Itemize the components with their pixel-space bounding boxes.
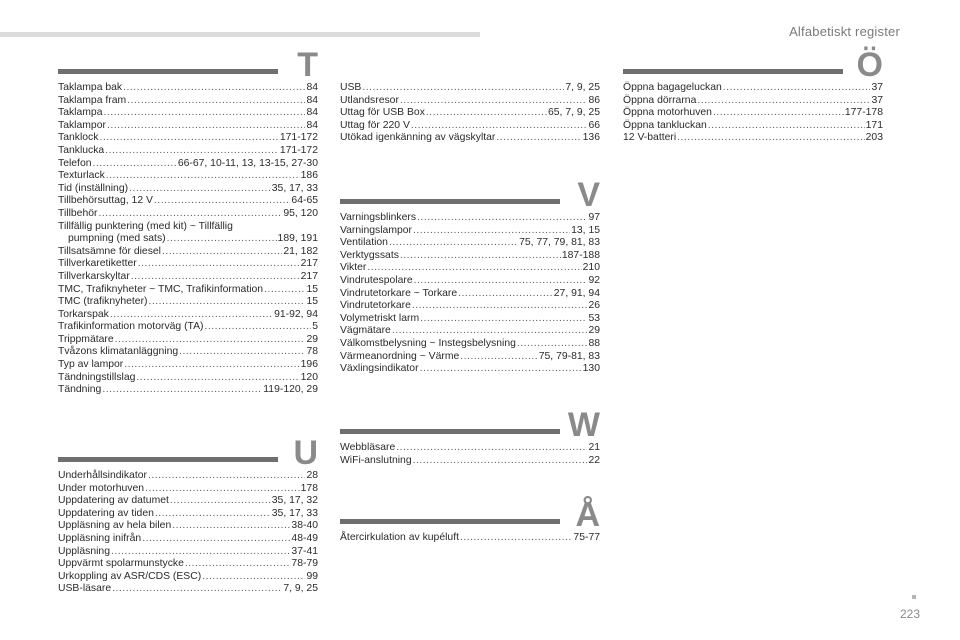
- entry-term: Tillfällig punktering (med kit) ~ Tillfällig: [58, 220, 233, 232]
- index-entry: [58, 520, 318, 533]
- index-list: [623, 82, 883, 145]
- entry-term: Tillbehörsuttag, 12 V: [58, 195, 153, 207]
- entry-pages: 37-41: [291, 545, 318, 557]
- dot-leader: [414, 275, 588, 288]
- dot-leader: [426, 107, 547, 120]
- dot-leader: [400, 250, 561, 263]
- entry-pages: 217: [300, 258, 318, 270]
- entry-pages: 120: [300, 371, 318, 383]
- dot-leader: [202, 571, 305, 584]
- entry-term: Uppläsning inifrån: [58, 532, 142, 544]
- index-entry: [58, 372, 318, 385]
- section-letter: W: [567, 406, 600, 444]
- entry-term: Tändning: [58, 384, 102, 396]
- entry-term: Taklampa bak: [58, 82, 123, 93]
- page-header-title: Alfabetiskt register: [789, 24, 900, 39]
- index-entry: [340, 338, 600, 351]
- index-entry: [623, 132, 883, 145]
- section-letter: V: [577, 176, 600, 214]
- entry-pages: 29: [306, 333, 318, 345]
- entry-pages: 196: [300, 359, 318, 371]
- index-entry: [340, 532, 600, 545]
- index-entry: [58, 246, 318, 259]
- entry-pages: 75-77: [573, 532, 600, 543]
- dot-leader: [460, 532, 572, 545]
- index-entry: [58, 583, 318, 596]
- entry-pages: 37: [871, 82, 883, 93]
- section-t: [58, 46, 318, 397]
- dot-leader: [420, 363, 582, 376]
- entry-term: Tvåzons klimatanläggning: [58, 346, 179, 358]
- entry-pages: 84: [306, 82, 318, 93]
- entry-term: Öppna tankluckan: [623, 119, 707, 131]
- entry-pages: 217: [300, 270, 318, 282]
- index-list: [340, 212, 600, 376]
- index-entry: [58, 296, 318, 309]
- entry-pages: 29: [588, 325, 600, 337]
- index-entry: [340, 300, 600, 313]
- dot-leader: [264, 284, 305, 297]
- entry-term: Trafikinformation motorväg (TA): [58, 321, 204, 333]
- entry-term: Öppna motorhuven: [623, 107, 712, 119]
- entry-term: Värmeanordning ~ Värme: [340, 350, 460, 362]
- entry-pages: 92: [588, 274, 600, 286]
- dot-leader: [102, 384, 262, 397]
- dot-leader: [362, 82, 564, 95]
- entry-term: Öppna dörrarna: [623, 94, 697, 106]
- index-entry: [58, 120, 318, 133]
- index-entry: [58, 170, 318, 183]
- dot-leader: [131, 271, 300, 284]
- index-entry: [340, 132, 600, 145]
- index-entry: [58, 309, 318, 322]
- entry-term: Ventilation: [340, 237, 388, 249]
- entry-pages: 27, 91, 94: [553, 287, 600, 299]
- entry-pages: 119-120, 29: [263, 384, 318, 396]
- entry-pages: 171-172: [279, 132, 318, 144]
- index-entry: [58, 183, 318, 196]
- index-entry: [58, 533, 318, 546]
- entry-term: Vägmätare: [340, 325, 391, 337]
- entry-term: TMC (trafiknyheter): [58, 296, 148, 308]
- entry-term: Utökad igenkänning av vägskyltar: [340, 132, 496, 144]
- entry-term: Uppläsning: [58, 545, 110, 557]
- index-entry: [58, 546, 318, 559]
- entry-term: pumpning (med sats): [68, 233, 166, 245]
- dot-leader: [420, 313, 587, 326]
- dot-leader: [460, 351, 537, 364]
- index-entry: [58, 384, 318, 397]
- index-entry: [340, 313, 600, 326]
- section-aa: [340, 496, 600, 545]
- index-entry: [340, 288, 600, 301]
- section-rule: [623, 69, 843, 74]
- entry-pages: 21: [588, 442, 600, 453]
- entry-pages: 65, 7, 9, 25: [548, 107, 600, 119]
- index-entry: [340, 455, 600, 468]
- entry-pages: 66-67, 10-11, 13, 13-15, 27-30: [177, 157, 318, 169]
- index-entry: [58, 571, 318, 584]
- section-heading: [340, 176, 600, 214]
- entry-term: Vindrutespolare: [340, 274, 413, 286]
- index-entry: [58, 95, 318, 108]
- dot-leader: [154, 195, 291, 208]
- dot-leader: [105, 145, 279, 158]
- index-entry: [58, 334, 318, 347]
- entry-pages: 86: [588, 94, 600, 106]
- dot-leader: [389, 237, 518, 250]
- section-letter: Å: [575, 496, 600, 534]
- dot-leader: [129, 183, 271, 196]
- entry-pages: 35, 17, 32: [271, 495, 318, 507]
- entry-term: Volymetriskt larm: [340, 312, 420, 324]
- index-entry: [58, 258, 318, 271]
- index-entry: [623, 120, 883, 133]
- entry-term: Verktygssats: [340, 249, 399, 261]
- index-entry: [340, 325, 600, 338]
- index-entry: [340, 351, 600, 364]
- dot-leader: [148, 470, 305, 483]
- entry-pages: 99: [306, 570, 318, 582]
- entry-pages: 171-172: [279, 144, 318, 156]
- dot-leader: [106, 170, 300, 183]
- section-rule: [58, 69, 278, 74]
- entry-pages: 78: [306, 346, 318, 358]
- entry-term: Tanklucka: [58, 144, 105, 156]
- section-letter: U: [293, 434, 318, 472]
- index-entry: [58, 271, 318, 284]
- entry-term: Taklampa fram: [58, 94, 127, 106]
- entry-pages: 35, 17, 33: [271, 182, 318, 194]
- dot-leader: [400, 95, 588, 108]
- dot-leader: [723, 82, 871, 95]
- page-number: 223: [899, 607, 920, 621]
- entry-pages: 177-178: [844, 107, 883, 119]
- entry-term: Tanklock: [58, 132, 99, 144]
- entry-term: Tid (inställning): [58, 182, 129, 194]
- entry-pages: 7, 9, 25: [565, 82, 600, 93]
- dot-leader: [142, 533, 290, 546]
- index-entry: [58, 158, 318, 171]
- entry-pages: 178: [300, 482, 318, 494]
- index-entry: [58, 233, 318, 246]
- section-heading: [58, 46, 318, 84]
- index-entry: [58, 508, 318, 521]
- entry-pages: 95, 120: [283, 207, 318, 219]
- section-u: [58, 434, 318, 596]
- index-entry: [623, 107, 883, 120]
- index-entry: [340, 120, 600, 133]
- entry-term: Texturlack: [58, 170, 105, 182]
- entry-pages: 203: [865, 132, 883, 144]
- index-entry: [58, 495, 318, 508]
- entry-pages: 75, 77, 79, 81, 83: [519, 237, 600, 249]
- section-heading: [340, 496, 600, 534]
- entry-term: Utlandsresor: [340, 94, 399, 106]
- index-entry: [340, 442, 600, 455]
- dot-leader: [123, 82, 305, 95]
- entry-pages: 171: [865, 119, 883, 131]
- entry-term: Tändningstillslag: [58, 371, 136, 383]
- index-list: [340, 82, 600, 145]
- dot-leader: [411, 120, 588, 133]
- entry-term: USB: [340, 82, 362, 93]
- dot-leader: [124, 359, 299, 372]
- entry-pages: 37: [871, 94, 883, 106]
- entry-pages: 186: [300, 170, 318, 182]
- entry-pages: 7, 9, 25: [283, 583, 318, 595]
- entry-term: Tillbehör: [58, 207, 98, 219]
- entry-term: USB-läsare: [58, 583, 112, 595]
- index-list: [58, 470, 318, 596]
- dot-leader: [103, 107, 305, 120]
- dot-leader: [138, 258, 300, 271]
- entry-pages: 84: [306, 107, 318, 119]
- index-entry: [340, 363, 600, 376]
- entry-pages: 84: [306, 94, 318, 106]
- entry-term: 12 V-batteri: [623, 132, 677, 144]
- entry-pages: 13, 15: [571, 224, 600, 236]
- entry-pages: 53: [588, 312, 600, 324]
- entry-term: TMC, Trafiknyheter ~ TMC, Trafikinformation: [58, 283, 264, 295]
- index-entry: [340, 82, 600, 95]
- entry-term: Taklampa: [58, 107, 103, 119]
- entry-pages: 88: [588, 337, 600, 349]
- entry-term: WiFi-anslutning: [340, 454, 412, 466]
- index-entry: [58, 221, 318, 234]
- index-entry: [623, 82, 883, 95]
- dot-leader: [367, 262, 581, 275]
- entry-term: Vindrutetorkare: [340, 300, 411, 312]
- entry-pages: 26: [588, 300, 600, 312]
- entry-term: Uppläsning av hela bilen: [58, 520, 172, 532]
- index-entry: [340, 95, 600, 108]
- index-entry: [340, 225, 600, 238]
- dot-leader: [145, 483, 300, 496]
- entry-pages: 48-49: [291, 532, 318, 544]
- dot-leader: [167, 233, 277, 246]
- section-heading: [623, 46, 883, 84]
- entry-term: Telefon: [58, 157, 92, 169]
- dot-leader: [115, 334, 306, 347]
- dot-leader: [149, 296, 306, 309]
- dot-leader: [98, 208, 282, 221]
- entry-term: Uppvärmt spolarmunstycke: [58, 558, 184, 570]
- dot-leader: [99, 132, 278, 145]
- entry-term: Tillverkaretiketter: [58, 258, 137, 270]
- index-entry: [340, 275, 600, 288]
- dot-leader: [172, 520, 290, 533]
- section-letter: Ö: [856, 46, 883, 84]
- index-list: [58, 82, 318, 397]
- dot-leader: [458, 288, 553, 301]
- entry-pages: 35, 17, 33: [271, 507, 318, 519]
- dot-leader: [413, 455, 588, 468]
- dot-leader: [170, 495, 271, 508]
- entry-term: Webbläsare: [340, 442, 396, 453]
- dot-leader: [713, 107, 844, 120]
- entry-pages: 189, 191: [277, 233, 318, 245]
- section-v: [340, 176, 600, 376]
- dot-leader: [111, 546, 290, 559]
- entry-pages: 78-79: [291, 558, 318, 570]
- entry-pages: 130: [582, 363, 600, 375]
- entry-term: Underhållsindikator: [58, 470, 147, 481]
- section-w: [340, 406, 600, 467]
- entry-pages: 75, 79-81, 83: [538, 350, 600, 362]
- dot-leader: [112, 583, 282, 596]
- index-entry: [58, 284, 318, 297]
- index-entry: [58, 359, 318, 372]
- entry-term: Urkoppling av ASR/CDS (ESC): [58, 570, 202, 582]
- dot-leader: [110, 309, 273, 322]
- entry-term: Torkarspak: [58, 308, 109, 320]
- entry-term: Varningsblinkers: [340, 212, 417, 223]
- entry-pages: 84: [306, 119, 318, 131]
- entry-term: Uppdatering av datumet: [58, 495, 169, 507]
- dot-leader: [107, 120, 306, 133]
- dot-leader: [517, 338, 588, 351]
- index-entry: [58, 558, 318, 571]
- entry-term: Vikter: [340, 262, 367, 274]
- section-oe: [623, 46, 883, 145]
- entry-term: Taklampor: [58, 119, 106, 131]
- index-entry: [340, 237, 600, 250]
- dot-leader: [392, 325, 588, 338]
- dot-leader: [697, 95, 870, 108]
- index-entry: [340, 262, 600, 275]
- section-rule: [58, 457, 278, 462]
- dot-leader: [496, 132, 581, 145]
- section-rule: [340, 199, 560, 204]
- section-letter: T: [297, 46, 318, 84]
- entry-term: Vindrutetorkare ~ Torkare: [340, 287, 458, 299]
- entry-pages: 15: [306, 283, 318, 295]
- section-u-continued: [340, 82, 600, 145]
- footer-marker: [912, 595, 916, 599]
- dot-leader: [413, 225, 570, 238]
- entry-term: Typ av lampor: [58, 359, 124, 371]
- entry-term: Under motorhuven: [58, 482, 145, 494]
- entry-pages: 5: [312, 321, 318, 333]
- entry-term: Uppdatering av tiden: [58, 507, 154, 519]
- dot-leader: [185, 558, 291, 571]
- section-heading: [340, 406, 600, 444]
- entry-term: Tillsatsämne för diesel: [58, 245, 161, 257]
- entry-term: Öppna bagageluckan: [623, 82, 722, 93]
- index-entry: [340, 212, 600, 225]
- index-entry: [58, 195, 318, 208]
- top-decor-bar: [0, 32, 480, 37]
- index-entry: [58, 483, 318, 496]
- entry-term: Uttag för USB Box: [340, 107, 425, 119]
- entry-pages: 97: [588, 212, 600, 223]
- dot-leader: [708, 120, 865, 133]
- dot-leader: [205, 321, 312, 334]
- entry-pages: 22: [588, 454, 600, 466]
- index-entry: [58, 470, 318, 483]
- dot-leader: [179, 346, 305, 359]
- entry-pages: 66: [588, 119, 600, 131]
- index-entry: [58, 107, 318, 120]
- dot-leader: [417, 212, 587, 225]
- entry-pages: 15: [306, 296, 318, 308]
- index-entry: [58, 346, 318, 359]
- index-list: [340, 532, 600, 545]
- entry-pages: 21, 182: [283, 245, 318, 257]
- entry-pages: 136: [582, 132, 600, 144]
- index-entry: [58, 145, 318, 158]
- section-heading: [58, 434, 318, 472]
- entry-term: Uttag för 220 V: [340, 119, 410, 131]
- dot-leader: [162, 246, 282, 259]
- index-entry: [58, 132, 318, 145]
- dot-leader: [93, 158, 177, 171]
- entry-pages: 38-40: [291, 520, 318, 532]
- index-entry: [623, 95, 883, 108]
- index-list: [340, 442, 600, 467]
- entry-term: Varningslampor: [340, 224, 412, 236]
- section-rule: [340, 429, 560, 434]
- index-entry: [340, 107, 600, 120]
- entry-pages: 64-65: [291, 195, 318, 207]
- index-entry: [58, 321, 318, 334]
- entry-term: Tillverkarskyltar: [58, 270, 130, 282]
- dot-leader: [127, 95, 305, 108]
- entry-pages: 91-92, 94: [274, 308, 318, 320]
- dot-leader: [677, 132, 865, 145]
- entry-term: Välkomstbelysning ~ Instegsbelysning: [340, 337, 516, 349]
- index-entry: [58, 82, 318, 95]
- entry-term: Återcirkulation av kupéluft: [340, 532, 459, 543]
- entry-pages: 187-188: [561, 249, 600, 261]
- dot-leader: [412, 300, 588, 313]
- index-entry: [58, 208, 318, 221]
- entry-pages: 210: [582, 262, 600, 274]
- section-rule: [340, 519, 560, 524]
- dot-leader: [136, 372, 299, 385]
- entry-term: Växlingsindikator: [340, 363, 419, 375]
- dot-leader: [396, 442, 587, 455]
- index-entry: [340, 250, 600, 263]
- entry-term: Trippmätare: [58, 333, 114, 345]
- dot-leader: [155, 508, 271, 521]
- entry-pages: 28: [306, 470, 318, 481]
